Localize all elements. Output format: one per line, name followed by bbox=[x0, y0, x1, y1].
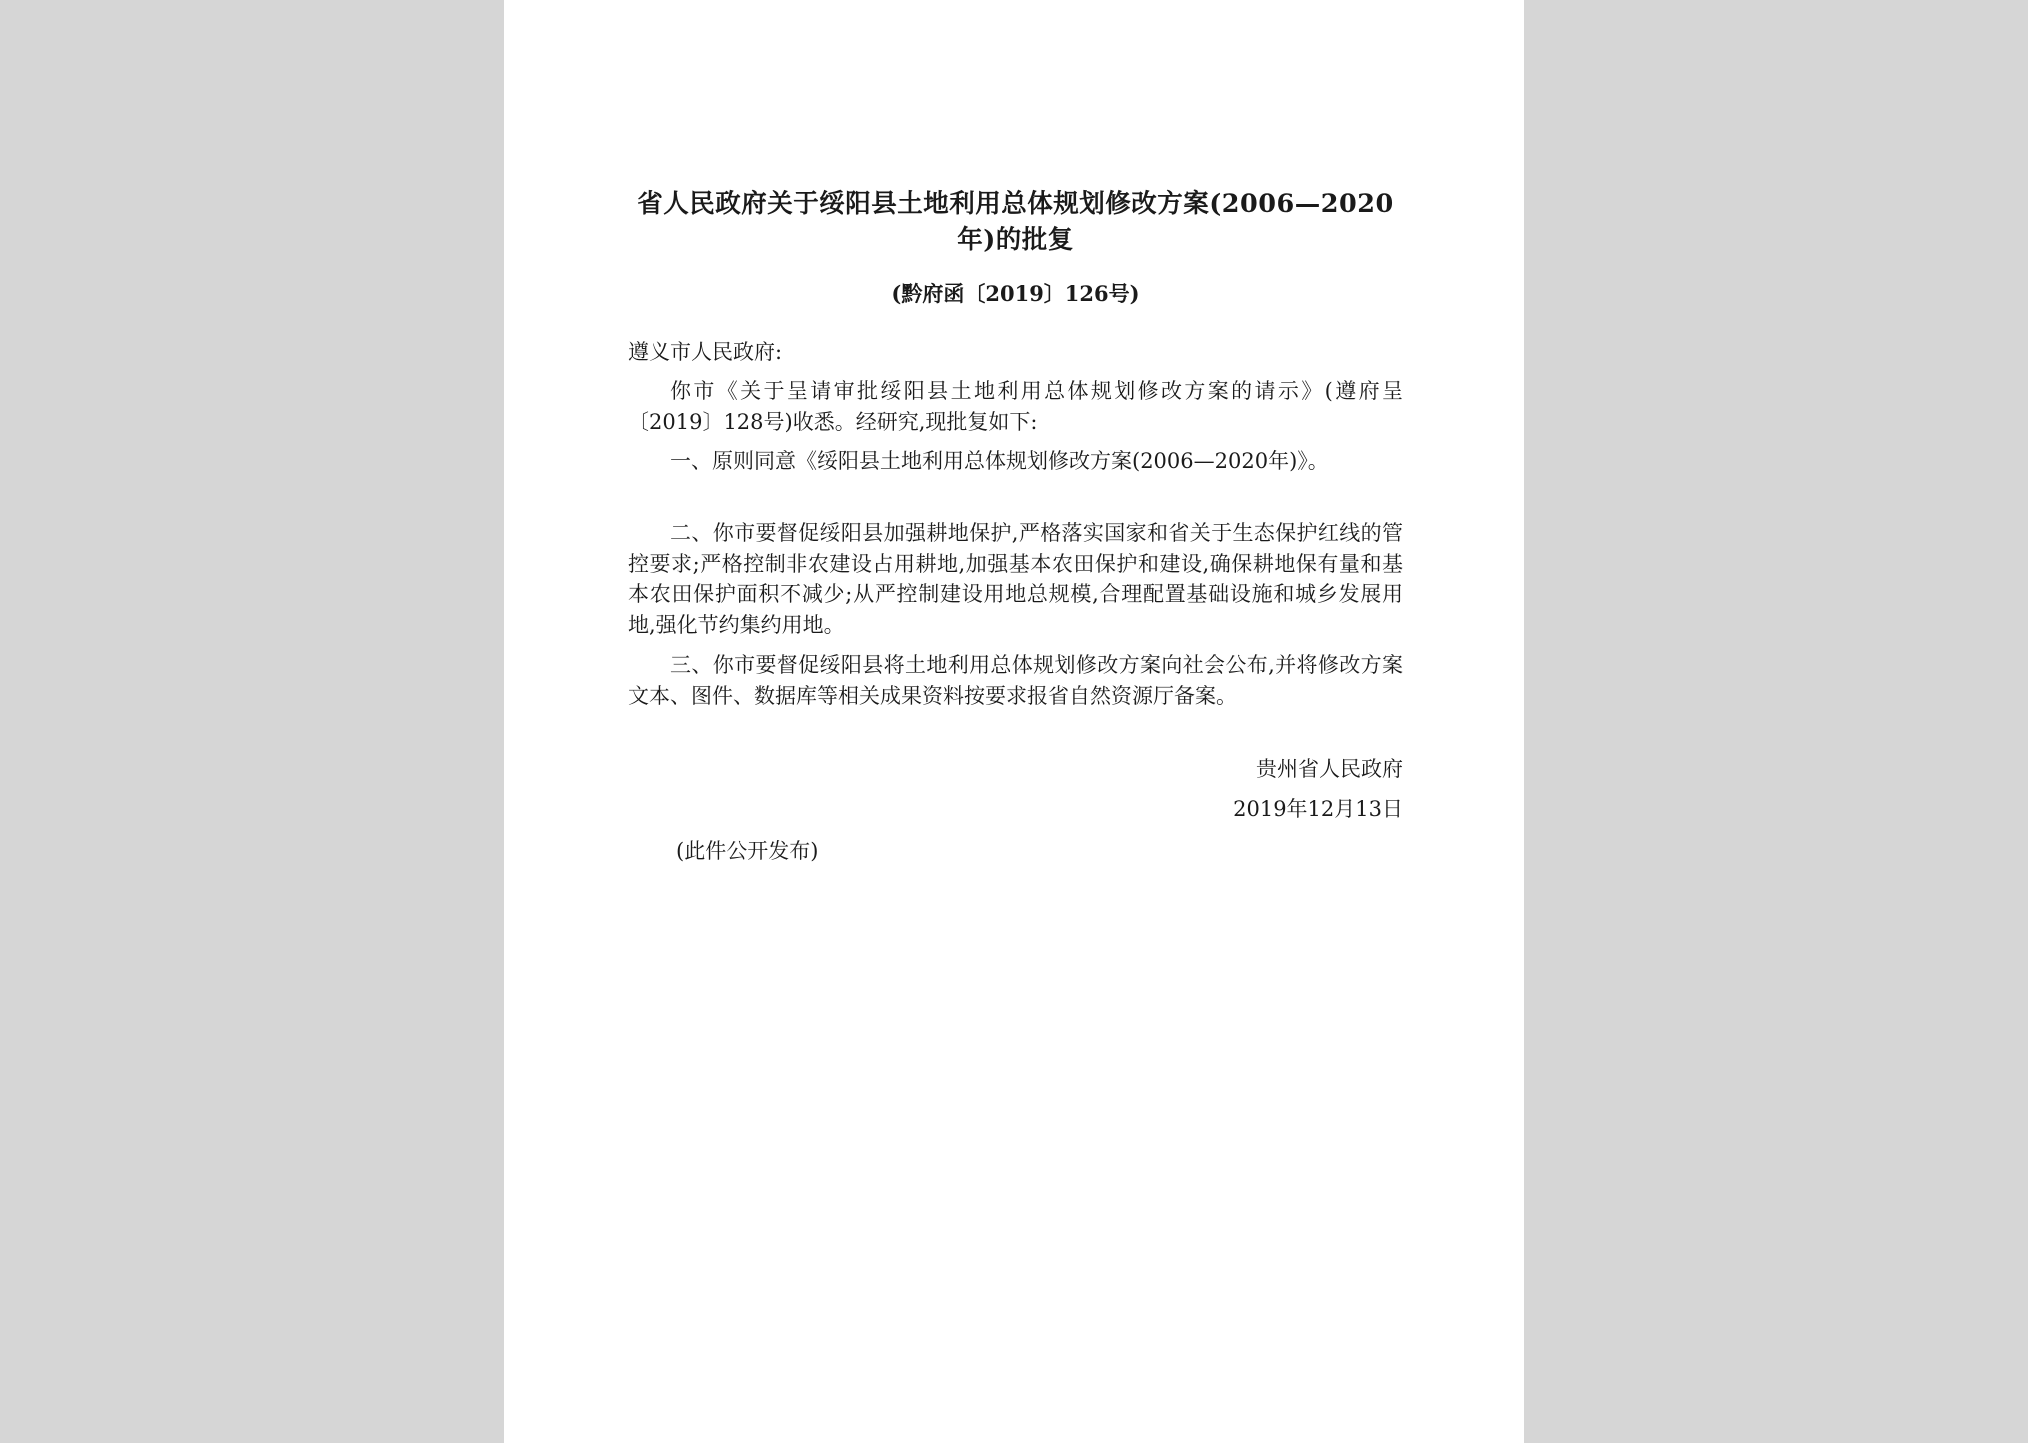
salutation: 遵义市人民政府: bbox=[628, 340, 783, 364]
paragraph-item-2: 二、你市要督促绥阳县加强耕地保护,严格落实国家和省关于生态保护红线的管控要求;严格控制非农建设占用耕地,加强基本农田保护和建设,确保耕地保有量和基本农田保护面积不减少;从严控制建设用地总规模,合理配置基础设施和城乡发展用地,强化节约集约用地。 bbox=[628, 521, 1403, 637]
document-number: (黔府函〔2019〕126号) bbox=[891, 281, 1140, 306]
document-title: 省人民政府关于绥阳县土地利用总体规划修改方案(2006—2020年)的批复 bbox=[637, 189, 1394, 255]
issue-date: 2019年12月13日 bbox=[1233, 797, 1403, 821]
paragraph-item-1: 一、原则同意《绥阳县土地利用总体规划修改方案(2006—2020年)》。 bbox=[670, 449, 1329, 473]
paragraph-item-3: 三、你市要督促绥阳县将土地利用总体规划修改方案向社会公布,并将修改方案文本、图件、数据库等相关成果资料按要求报省自然资源厅备案。 bbox=[628, 653, 1403, 708]
issuer-signature: 贵州省人民政府 bbox=[1256, 757, 1403, 781]
document-page bbox=[504, 0, 1524, 1443]
publication-note: (此件公开发布) bbox=[676, 839, 819, 863]
paragraph-intro: 你市《关于呈请审批绥阳县土地利用总体规划修改方案的请示》(遵府呈〔2019〕128号)收悉。经研究,现批复如下: bbox=[628, 379, 1403, 434]
